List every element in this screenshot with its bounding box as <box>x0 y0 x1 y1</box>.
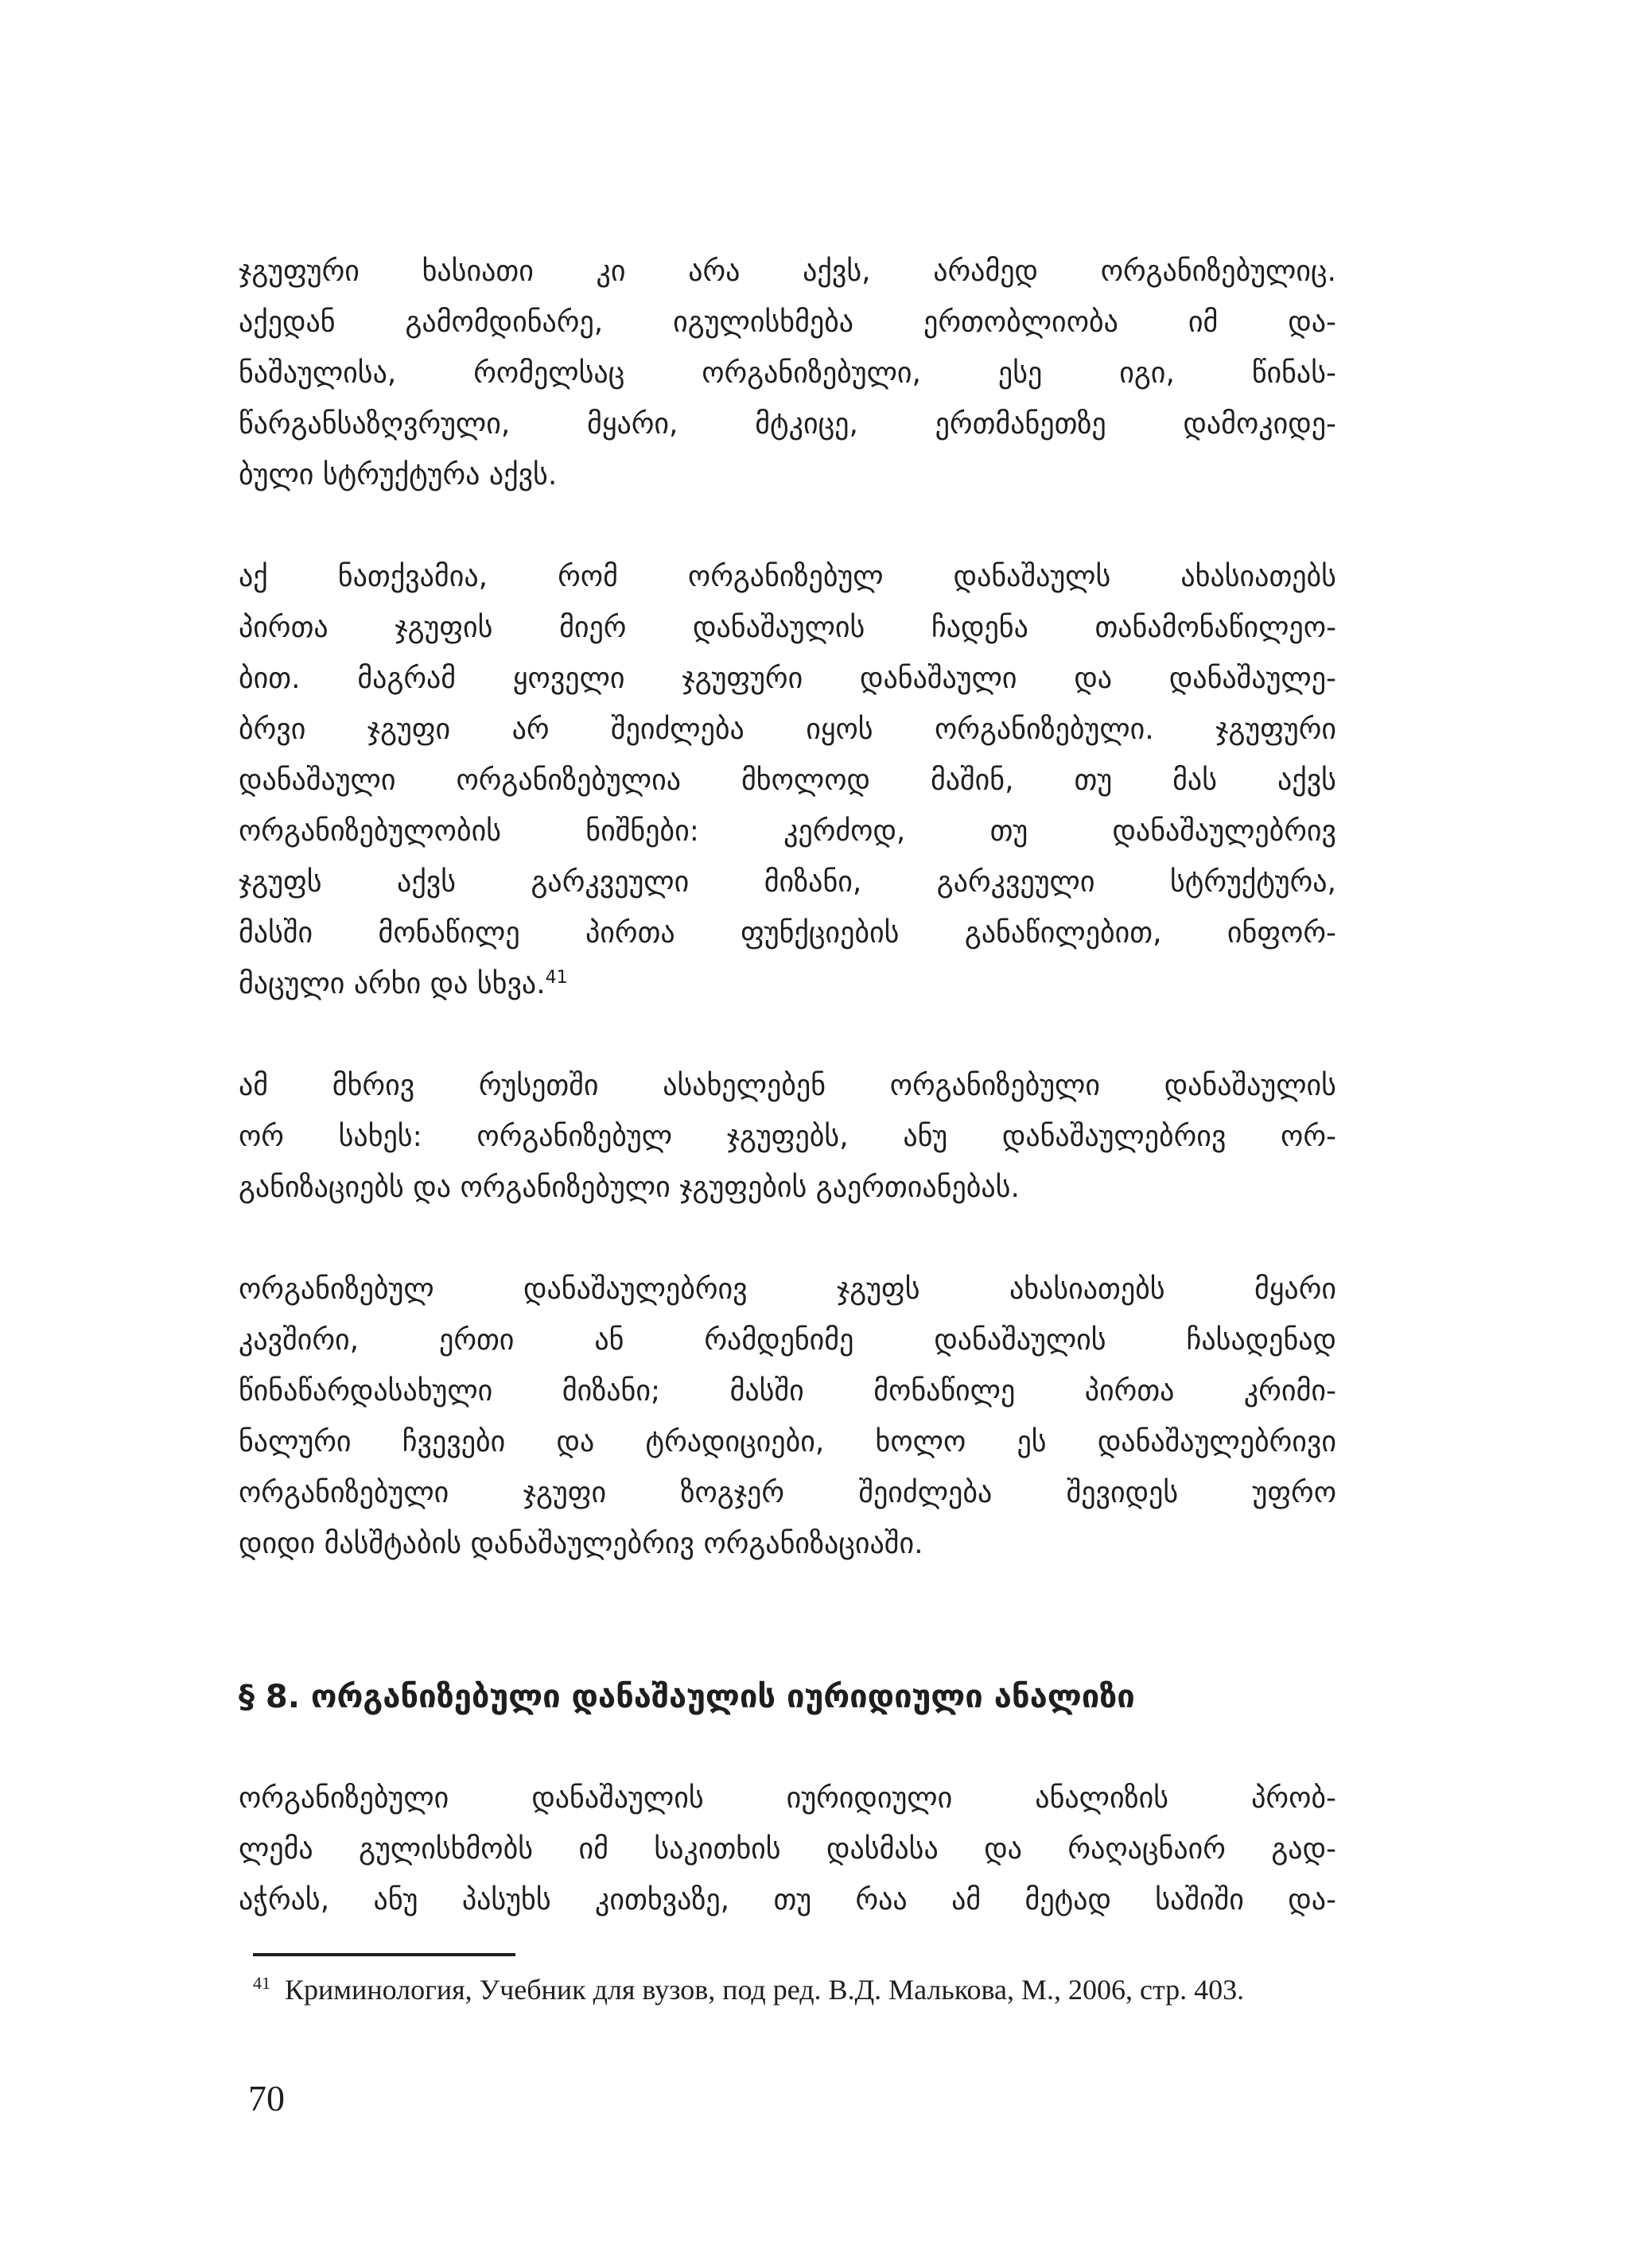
paragraph-2 <box>239 552 1336 1010</box>
paragraph-3 <box>239 1061 1336 1214</box>
text-line: წარგანსაზღვრული, მყარი, მტკიცე, ერთმანეთზე დამოკიდე- <box>239 408 1336 441</box>
text-line: ნაშაულისა, რომელსაც ორგანიზებული, ესე იგი, წინას- <box>239 357 1336 390</box>
text-line: ბრვი ჯგუფი არ შეიძლება იყოს ორგანიზებული. ჯგუფური <box>239 713 1336 746</box>
text-line <box>239 959 1336 1010</box>
text-line: აქედან გამომდინარე, იგულისხმება ერთობლიობა იმ და- <box>239 306 1336 339</box>
text-line: მასში მონაწილე პირთა ფუნქციების განაწილებით, ინფორ- <box>239 917 1336 950</box>
footnote-separator <box>253 1953 515 1956</box>
text-line: აჭრას, ანუ პასუხს კითხვაზე, თუ რაა ამ მეტად საშიში და- <box>239 1884 1336 1917</box>
text-line-content: მაცული არხი და სხვა. <box>239 968 546 1000</box>
text-line: ჯგუფური ხასიათი კი არა აქვს, არამედ ორგანიზებულიც. <box>239 255 1336 288</box>
text-line: დიდი მასშტაბის დანაშაულებრივ ორგანიზაციაში. <box>239 1528 923 1560</box>
text-line: ბით. მაგრამ ყოველი ჯგუფური დანაშაული და დანაშაულე- <box>239 662 1336 695</box>
paragraph-5 <box>239 1773 1336 1926</box>
text-line: ორ სახეს: ორგანიზებულ ჯგუფებს, ანუ დანაშაულებრივ ორ- <box>239 1120 1336 1153</box>
text-line: ნალური ჩვევები და ტრადიციები, ხოლო ეს დანაშაულებრივი <box>239 1426 1336 1458</box>
footnote <box>253 1967 1335 2012</box>
footnote-marker: 41 <box>253 1973 270 1993</box>
footnote-text: Криминология, Учебник для вузов, под ред. В.Д. Малькова, М., 2006, стр. 403. <box>285 1974 1245 2006</box>
text-line: ორგანიზებული ჯგუფი ზოგჯერ შეიძლება შევიდეს უფრო <box>239 1477 1336 1509</box>
text-line: აქ ნათქვამია, რომ ორგანიზებულ დანაშაულს ახასიათებს <box>239 561 1336 593</box>
text-line: ორგანიზებული დანაშაულის იურიდიული ანალიზის პრობ- <box>239 1782 1336 1815</box>
text-line: წინაწარდასახული მიზანი; მასში მონაწილე პირთა კრიმი- <box>239 1375 1336 1408</box>
text-line: ორგანიზებულ დანაშაულებრივ ჯგუფს ახასიათებს მყარი <box>239 1273 1336 1306</box>
paragraph-1 <box>239 247 1336 501</box>
text-line: ლემა გულისხმობს იმ საკითხის დასმასა და რაღაცნაირ გად- <box>239 1833 1336 1866</box>
page-body <box>239 247 1336 1926</box>
text-line: პირთა ჯგუფის მიერ დანაშაულის ჩადენა თანამონაწილეო- <box>239 612 1336 644</box>
paragraph-4 <box>239 1264 1336 1570</box>
section-heading: § 8. ორგანიზებული დანაშაულის იურიდიული ანალიზი <box>239 1679 1135 1715</box>
text-line: დანაშაული ორგანიზებულია მხოლოდ მაშინ, თუ მას აქვს <box>239 764 1336 797</box>
text-line: ბული სტრუქტურა აქვს. <box>239 459 558 491</box>
text-line: ამ მხრივ რუსეთში ასახელებენ ორგანიზებული დანაშაულის <box>239 1070 1336 1102</box>
text-line: ჯგუფს აქვს გარკვეული მიზანი, გარკვეული სტრუქტურა, <box>239 866 1336 899</box>
page-number: 70 <box>248 2078 285 2118</box>
text-line: განიზაციებს და ორგანიზებული ჯგუფების გაერთიანებას. <box>239 1171 1020 1204</box>
text-line: კავშირი, ერთი ან რამდენიმე დანაშაულის ჩასადენად <box>239 1324 1336 1357</box>
footnote-reference[interactable]: 41 <box>545 968 568 988</box>
text-line: ორგანიზებულობის ნიშნები: კერძოდ, თუ დანაშაულებრივ <box>239 815 1336 848</box>
